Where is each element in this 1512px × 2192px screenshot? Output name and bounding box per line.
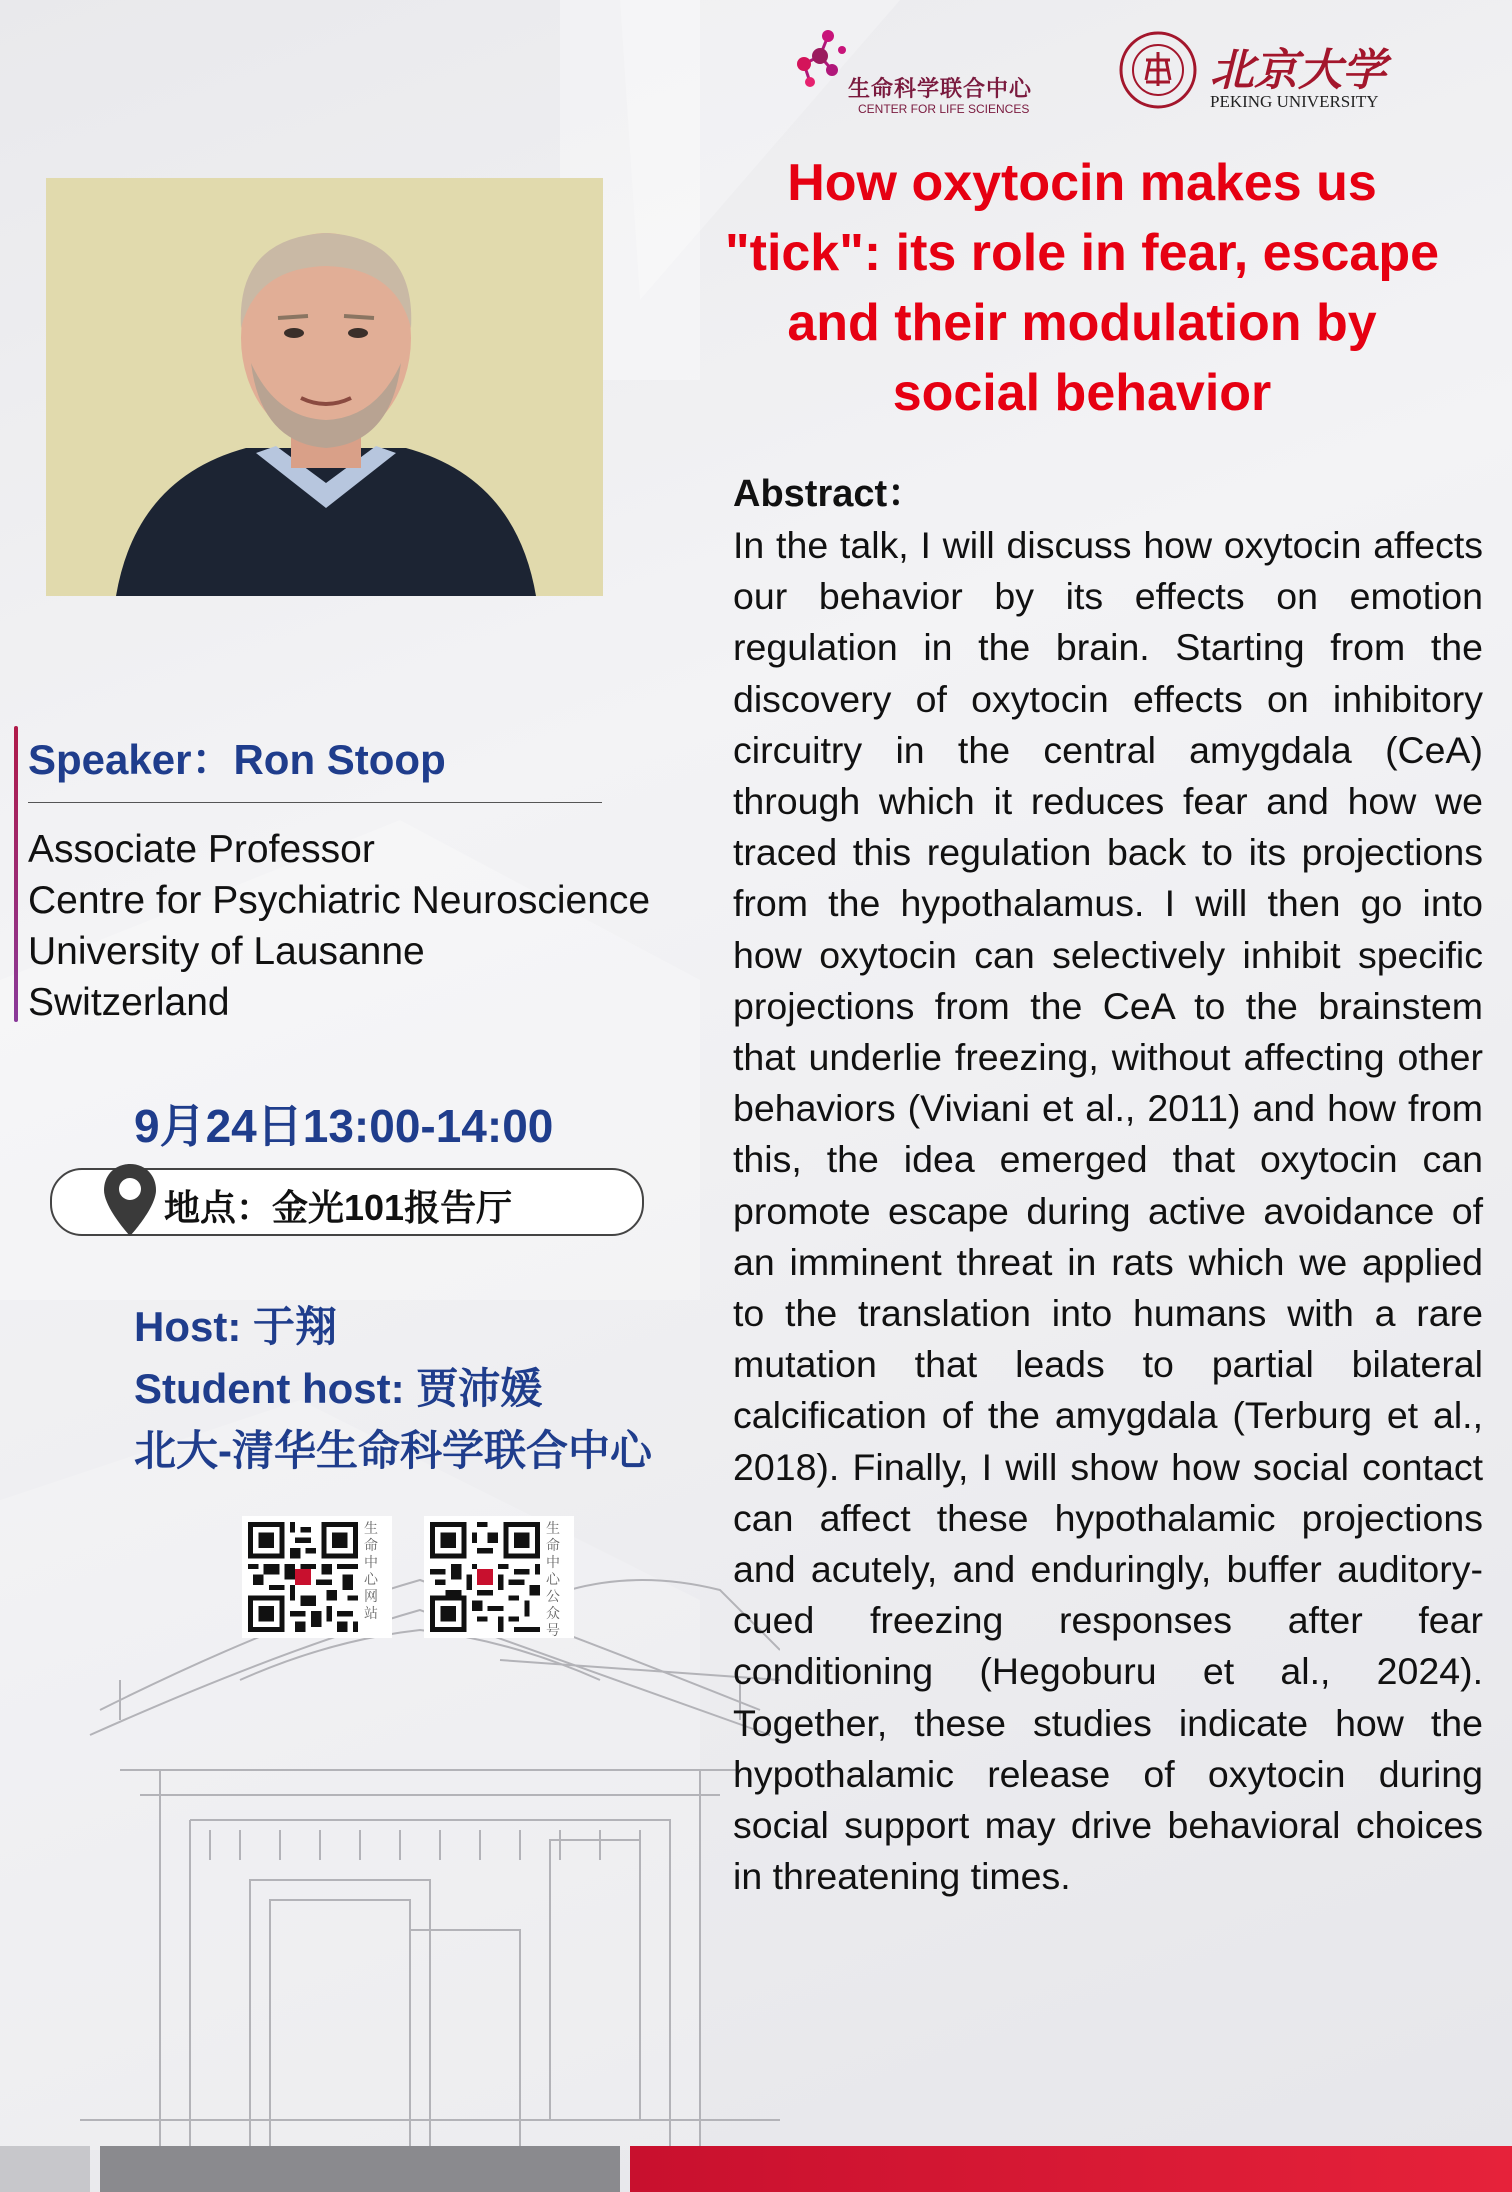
- molecule-icon: [790, 28, 850, 88]
- speaker-position: Associate Professor: [28, 828, 375, 871]
- speaker-university: University of Lausanne: [28, 930, 425, 973]
- venue-name: 金光101报告厅: [272, 1187, 513, 1228]
- abstract-heading: Abstract：: [733, 473, 926, 515]
- event-time: 9月24日13:00-14:00: [134, 1100, 554, 1152]
- wechat-qr-label: 生命中心公众号: [546, 1520, 560, 1638]
- speaker-name: Ron Stoop: [233, 736, 446, 783]
- title-line-4: social behavior: [892, 364, 1272, 422]
- venue-text: [164, 1180, 512, 1231]
- speaker-heading: [28, 727, 446, 787]
- speaker-affiliation: [28, 824, 650, 1028]
- pku-name-en: PEKING UNIVERSITY: [1210, 92, 1379, 111]
- talk-title: [672, 148, 1492, 428]
- speaker-accent-bar: [14, 726, 18, 1022]
- abstract-body: In the talk, I will discuss how oxytocin affects our behavior by its effects on emotion regulation in the brain. Starting from the discovery of oxytocin effects on inhibitory circuitry in the central amygdala (CeA) through which it reduces fear and how we traced this regulation back to its projections from the hypothalamus. I will then go into how oxytocin can selectively inhibit specific projections from the CeA to the brainstem that underlie freezing, without affecting other behaviors (Viviani et al., 2011) and how from this, the idea emerged that oxytocin can promote escape during active avoidance of an imminent threat in rats which we applied to the translation into humans with a rare mutation that leads to partial bilateral calcification of the amygdala (Terburg et al., 2018). Finally, I will show how social contact can affect these hypothalamic projections and acutely, and enduringly, buffer auditory-cued freezing responses after fear conditioning (Hegoburu et al., 2024). Together, these studies indicate how the hypothalamic release of oxytocin during social support may drive behavioral choices in threatening times.: [733, 524, 1483, 1898]
- location-pin-icon: [100, 1162, 160, 1238]
- header-logos: [790, 22, 1490, 122]
- hosts-block: [134, 1296, 652, 1482]
- title-line-2: "tick": its role in fear, escape: [724, 224, 1440, 282]
- wechat-qr[interactable]: [424, 1516, 574, 1638]
- title-line-3: and their modulation by: [787, 294, 1377, 352]
- speaker-portrait-illustration: [46, 178, 603, 596]
- cls-name-en: CENTER FOR LIFE SCIENCES: [858, 102, 1030, 116]
- student-host: Student host: 贾沛媛: [134, 1365, 543, 1412]
- organizer: 北大-清华生命科学联合中心: [134, 1427, 652, 1474]
- speaker-label: Speaker：: [28, 736, 234, 783]
- pku-seal-icon: [1118, 30, 1198, 110]
- pku-logo: [1118, 30, 1498, 120]
- pku-name-cn: 北京大学: [1210, 45, 1386, 96]
- cls-logo: [790, 28, 1040, 118]
- speaker-department: Centre for Psychiatric Neuroscience: [28, 879, 651, 922]
- speaker-country: Switzerland: [28, 981, 230, 1024]
- venue-pill: [50, 1168, 644, 1236]
- speaker-photo: [46, 178, 603, 596]
- venue-label: 地点：: [164, 1187, 273, 1228]
- qr-code-icon: [248, 1522, 358, 1632]
- title-line-1: How oxytocin makes us: [787, 154, 1377, 212]
- footer-band-gray: [100, 2146, 620, 2192]
- cls-name-cn: 生命科学联合中心: [848, 76, 1033, 101]
- footer-band-gray-left: [0, 2146, 90, 2192]
- speaker-divider: [28, 802, 602, 803]
- qr-code-icon: [430, 1522, 540, 1632]
- footer-band-red: [630, 2146, 1512, 2192]
- host: Host: 于翔: [134, 1303, 337, 1350]
- gate-illustration: [80, 1560, 780, 2150]
- website-qr[interactable]: [242, 1516, 392, 1638]
- website-qr-label: 生命中心网站: [364, 1520, 378, 1621]
